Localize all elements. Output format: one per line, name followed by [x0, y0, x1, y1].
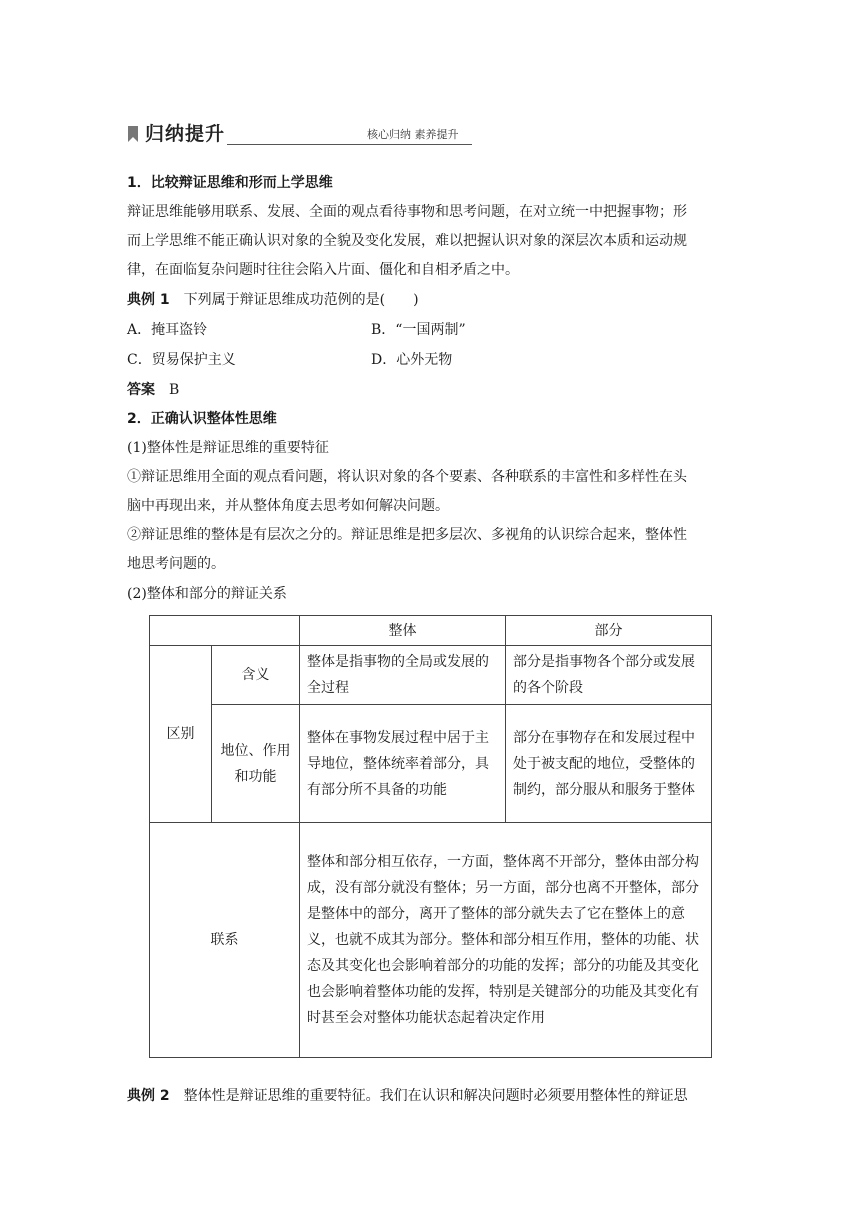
- sub-heading-2: (2)整体和部分的辩证关系: [127, 586, 287, 602]
- section-title: 归纳提升: [145, 123, 226, 145]
- table-corner-cell: [150, 616, 300, 646]
- option-a: A．掩耳盗铃: [127, 322, 208, 338]
- table-row: [150, 705, 712, 823]
- row-label-meaning: 含义: [212, 646, 300, 705]
- answer-value: B: [169, 382, 180, 398]
- example-2-text: 整体性是辩证思维的重要特征。我们在认识和解决问题时必须要用整体性的辩证思: [183, 1088, 688, 1104]
- para-1-line-1: 辩证思维能够用联系、发展、全面的观点看待事物和思考问题，在对立统一中把握事物；形: [127, 204, 687, 220]
- option-d: D．心外无物: [371, 352, 453, 368]
- answer-label: 答案: [127, 382, 155, 398]
- row-label-link: 联系: [150, 823, 300, 1058]
- header-rule: [227, 144, 472, 145]
- option-b: B．“一国两制”: [371, 322, 466, 338]
- bookmark-icon: [127, 125, 139, 143]
- answer-1: [127, 380, 179, 400]
- col-header-whole: 整体: [300, 616, 506, 646]
- para-1-line-3: 律，在面临复杂问题时往往会陷入片面、僵化和自相矛盾之中。: [127, 262, 519, 278]
- point-1-line-2: 脑中再现出来，并从整体角度去思考如何解决问题。: [127, 498, 449, 514]
- row-label-role: 地位、作用和功能: [212, 705, 300, 823]
- cell-part-role: 部分在事物存在和发展过程中处于被支配的地位，受整体的制约，部分服从和服务于整体: [506, 705, 712, 823]
- group-label-diff: 区别: [150, 646, 212, 823]
- point-2-line-1: ②辩证思维的整体是有层次之分的。辩证思维是把多层次、多视角的认识综合起来，整体性: [127, 527, 687, 543]
- point-1-line-1: ①辩证思维用全面的观点看问题，将认识对象的各个要素、各种联系的丰富性和多样性在头: [127, 469, 687, 485]
- heading-1: 1．比较辩证思维和形而上学思维: [127, 175, 333, 191]
- para-1-line-2: 而上学思维不能正确认识对象的全貌及变化发展，难以把握认识对象的深层次本质和运动规: [127, 233, 687, 249]
- heading-2: 2．正确认识整体性思维: [127, 411, 277, 427]
- section-subtitle: 核心归纳 素养提升: [367, 128, 459, 141]
- whole-part-table: [149, 615, 712, 1058]
- cell-part-meaning: 部分是指事物各个部分或发展的各个阶段: [506, 646, 712, 705]
- example-1: [127, 290, 419, 310]
- example-1-label: 典例 1: [127, 292, 170, 308]
- col-header-part: 部分: [506, 616, 712, 646]
- point-2-line-2: 地思考问题的。: [127, 556, 225, 572]
- section-header: [127, 122, 472, 146]
- example-2-label: 典例 2: [127, 1088, 170, 1104]
- sub-heading-1: (1)整体性是辩证思维的重要特征: [127, 440, 329, 456]
- cell-whole-meaning: 整体是指事物的全局或发展的全过程: [300, 646, 506, 705]
- table-row: [150, 823, 712, 1058]
- option-c: C．贸易保护主义: [127, 352, 236, 368]
- cell-whole-role: 整体在事物发展过程中居于主导地位，整体统率着部分，具有部分所不具备的功能: [300, 705, 506, 823]
- example-1-question: 下列属于辩证思维成功范例的是( ): [183, 292, 419, 308]
- cell-link-text: 整体和部分相互依存，一方面，整体离不开部分，整体由部分构成，没有部分就没有整体；另一方面，部分也离不开整体，部分是整体中的部分，离开了整体的部分就失去了它在整体上的意义，也就不成其为部分。整体和部分相互作用，整体的功能、状态及其变化也会影响着部分的功能的发挥；部分的功能及其变化也会影响着整体功能的发挥，特别是关键部分的功能及其变化有时甚至会对整体功能状态起着决定作用: [300, 823, 712, 1058]
- table-header-row: [150, 616, 712, 646]
- table-row: [150, 646, 712, 705]
- example-2: [127, 1086, 688, 1106]
